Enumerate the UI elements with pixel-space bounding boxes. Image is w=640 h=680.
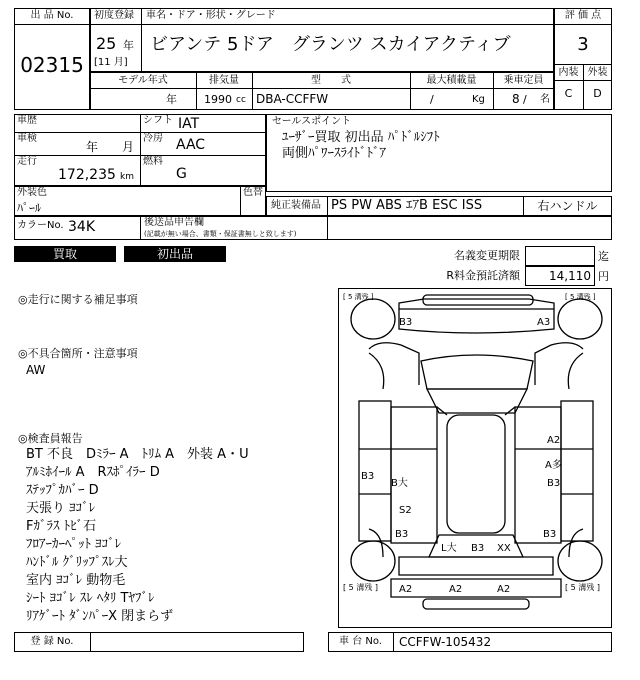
- model-code: DBA-CCFFW: [256, 92, 329, 106]
- ac: AAC: [176, 137, 206, 153]
- color-number-label: カラーNo.: [17, 220, 64, 231]
- color-change-label: 色替: [243, 187, 263, 198]
- damage-mark: B3: [395, 529, 409, 540]
- mileage: 172,235: [58, 167, 116, 183]
- inspector-line: ｼｰﾄ ﾖｺﾞﾚ ｽﾚ ﾍﾀﾘ Tﾔﾌﾞﾚ: [26, 591, 155, 606]
- car-name: ビアンテ 5ドア グランツ スカイアクティブ: [150, 34, 511, 55]
- front-fender-left: [369, 343, 419, 385]
- color-number: 34K: [68, 219, 95, 235]
- vehicle-diagram: [338, 288, 612, 628]
- model-year-label: モデル年式: [118, 75, 168, 86]
- fuel-label: 燃料: [143, 156, 163, 167]
- sales-point-line-2: 両側ﾊﾟﾜｰｽﾗｲﾄﾞﾄﾞｱ: [282, 146, 387, 161]
- rear-fender-right: [569, 529, 583, 557]
- damage-mark: A2: [399, 584, 413, 595]
- displacement-unit: cc: [236, 95, 246, 105]
- grade-label: 評 価 点: [564, 10, 602, 21]
- displacement: 1990: [204, 93, 232, 106]
- inspector-line: ﾌﾛｱｰｶｰﾍﾟｯﾄ ﾖｺﾞﾚ: [26, 537, 122, 552]
- inspector-report-title: ◎検査員報告: [18, 432, 83, 445]
- inspector-line: ﾘｱｹﾞｰﾄ ﾀﾞﾝﾊﾟｰX 閉まらず: [26, 609, 174, 624]
- fuel: G: [176, 166, 187, 182]
- tire-rear-right: [558, 541, 602, 581]
- equipment: PS PW ABS ｴｱB ESC ISS: [331, 198, 483, 213]
- model-code-label: 型 式: [311, 75, 351, 86]
- inspector-line: 天張り ﾖｺﾞﾚ: [26, 501, 96, 516]
- damage-mark: S2: [399, 505, 412, 516]
- recycle-label: R料金預託済額: [446, 269, 520, 282]
- capacity-slash: /: [523, 93, 527, 106]
- history-label: 車歴: [17, 115, 37, 126]
- chassis-number: CCFFW-105432: [399, 635, 492, 649]
- damage-mark: B3: [361, 471, 375, 482]
- name-change-unit: 迄: [598, 250, 609, 263]
- interior-grade: C: [564, 87, 573, 100]
- inspector-line: ｱﾙﾐﾎｲｰﾙ A Rｽﾎﾟｲﾗｰ D: [26, 465, 160, 480]
- damage-mark: A多: [545, 460, 562, 471]
- shaken-label: 車検: [17, 133, 37, 144]
- documents-note: (記載が無い場合、書類・保証書無しと致します): [144, 230, 297, 238]
- interior-grade-label: 内装: [558, 67, 579, 78]
- shift: IAT: [178, 116, 200, 132]
- tire-rear-left: [351, 541, 395, 581]
- rear-fender-left: [369, 529, 383, 557]
- capacity-unit: 名: [540, 94, 550, 105]
- exterior-color: ﾊﾟｰﾙ: [17, 201, 42, 215]
- mileage-label: 走行: [17, 156, 37, 167]
- exterior-grade: D: [593, 87, 602, 100]
- damage-mark: L大: [441, 543, 457, 554]
- first-listing-badge: 初出品: [124, 246, 226, 262]
- documents-label: 後送品申告欄: [144, 217, 204, 228]
- equipment-label: 純正装備品: [271, 200, 321, 211]
- tire-tread-front-left: [ 5 溝残 ]: [343, 293, 374, 301]
- damage-mark: B3: [547, 478, 561, 489]
- body-right-side: [561, 401, 593, 541]
- shaken-month-unit: 月: [122, 140, 135, 154]
- wheel-arch-front-left: [369, 353, 384, 389]
- first-registration-month: [11 月]: [94, 57, 128, 68]
- first-registration-label: 初度登録: [94, 10, 134, 21]
- sales-point-line-1: ﾕｰｻﾞｰ買取 初出品 ﾊﾟﾄﾞﾙｼﾌﾄ: [282, 130, 440, 145]
- color-box: [14, 186, 266, 216]
- damage-mark: A2: [497, 584, 511, 595]
- damage-mark: A3: [537, 317, 551, 328]
- tire-front-right: [558, 299, 602, 339]
- front-grille: [423, 295, 533, 305]
- defects-title: ◎不具合箇所・注意事項: [18, 347, 138, 360]
- chassis-number-label: 車 台 No.: [339, 636, 382, 647]
- tire-tread-rear-left: [ 5 溝残 ]: [343, 583, 378, 592]
- color-number-box: [14, 216, 612, 240]
- exterior-color-label: 外装色: [17, 187, 47, 198]
- lot-number: 02315: [20, 53, 84, 77]
- side-door-left: [391, 407, 437, 543]
- name-change-field: [525, 246, 595, 266]
- inspector-line: 室内 ﾖｺﾞﾚ 動物毛: [26, 573, 126, 588]
- rear-gate: [399, 557, 553, 575]
- hood: [421, 355, 533, 389]
- max-load-slash: /: [430, 93, 434, 106]
- side-door-right: [515, 407, 561, 543]
- year-unit: 年: [123, 39, 134, 52]
- exterior-grade-label: 外装: [587, 67, 608, 78]
- lot-number-label: 出 品 No.: [30, 10, 74, 21]
- shift-label: シフト: [143, 115, 173, 126]
- inspector-line: ｽﾃｯﾌﾟｶﾊﾞｰ D: [26, 483, 99, 498]
- damage-mark: B3: [399, 317, 413, 328]
- recycle-unit: 円: [598, 270, 609, 283]
- damage-mark: A2: [547, 435, 561, 446]
- rear-bumper: [391, 579, 561, 597]
- wheel-arch-front-right: [568, 353, 583, 389]
- inspector-line: BT 不良 Dﾐﾗｰ A ﾄﾘﾑ A 外装 A・U: [26, 447, 249, 462]
- tire-tread-rear-right: [ 5 溝残 ]: [565, 583, 600, 592]
- overall-grade: 3: [577, 34, 589, 55]
- mileage-unit: km: [120, 172, 134, 182]
- roof: [447, 415, 505, 533]
- ac-label: 冷房: [143, 133, 163, 144]
- purchase-badge: 買取: [14, 246, 116, 262]
- inspector-line: ﾊﾝﾄﾞﾙ ｸﾞﾘｯﾌﾟｽﾚ大: [26, 555, 128, 570]
- displacement-label: 排気量: [209, 75, 239, 86]
- recycle-value: 14,110: [549, 269, 591, 283]
- damage-mark: XX: [497, 543, 511, 554]
- front-bumper: [399, 299, 554, 309]
- driving-notes-title: ◎走行に関する補足事項: [18, 293, 138, 306]
- damage-mark: B3: [471, 543, 485, 554]
- capacity-label: 乗車定員: [503, 75, 544, 86]
- registration-number-label: 登 録 No.: [30, 636, 74, 647]
- capacity: 8: [512, 92, 520, 106]
- max-load-label: 最大積載量: [426, 75, 477, 86]
- model-year-unit: 年: [166, 93, 177, 106]
- hood-outline: [399, 309, 554, 333]
- name-change-label: 名義変更期限: [454, 249, 520, 262]
- tire-front-left: [351, 299, 395, 339]
- shaken-year-unit: 年: [86, 140, 99, 154]
- car-name-label: 車名・ドア・形状・グレード: [146, 10, 276, 21]
- tire-tread-front-right: [ 5 溝残 ]: [565, 293, 596, 301]
- max-load-unit: Kg: [472, 94, 485, 105]
- rear-bumper-lower: [423, 599, 529, 609]
- defects-value: AW: [26, 363, 46, 377]
- sales-point-label: セールスポイント: [272, 116, 352, 127]
- damage-mark: B大: [391, 478, 408, 489]
- damage-mark: A2: [449, 584, 463, 595]
- first-registration-year: 25: [96, 34, 117, 53]
- front-fender-right: [535, 343, 583, 385]
- steering-side: 右ハンドル: [537, 199, 598, 213]
- inspector-line: Fｶﾞﾗｽ ﾄﾋﾞ石: [26, 519, 97, 534]
- damage-mark: B3: [543, 529, 557, 540]
